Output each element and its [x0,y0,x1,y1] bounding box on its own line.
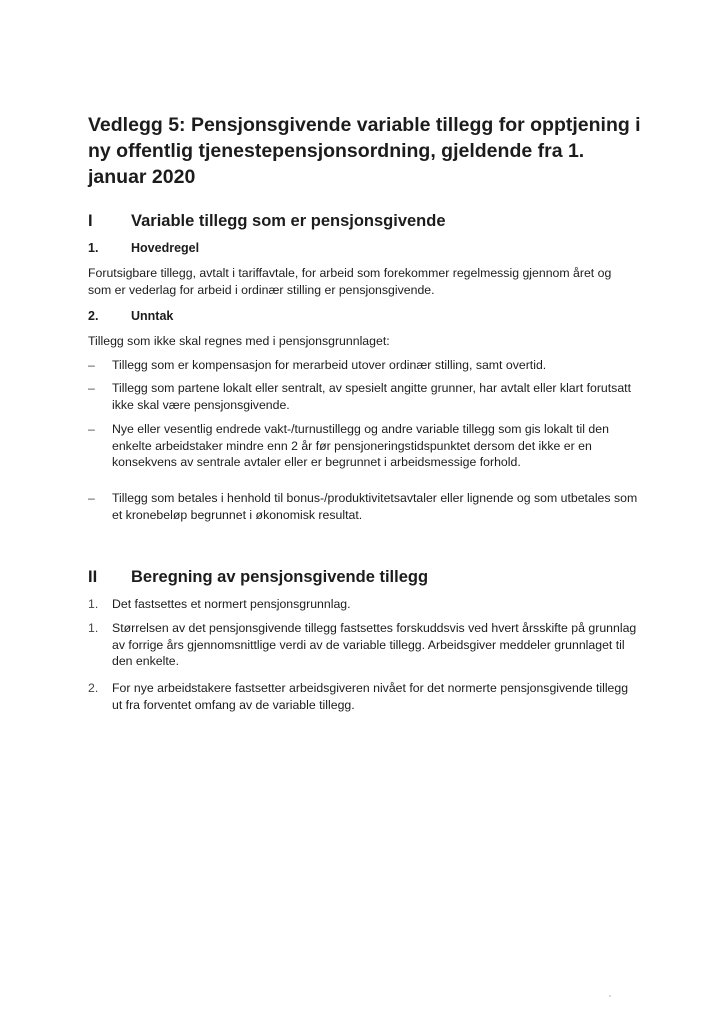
dash-marker: – [88,491,95,505]
list-item-text: Tillegg som betales i henhold til bonus-/produktivitetsavtaler eller lignende og som utbetales som et kronebeløp begrunnet i økonomisk resultat. [112,491,638,522]
subsection-hovedregel-title: Hovedregel [131,241,200,255]
dash-marker: – [88,422,95,436]
list-item [88,490,638,523]
unntak-intro: Tillegg som ikke skal regnes med i pensjonsgrunnlaget: [88,334,390,348]
list-item [88,421,638,471]
section-1-number: I [88,212,93,230]
list-item [88,680,638,713]
list-item-text: Det fastsettes et normert pensjonsgrunnlag. [112,597,351,611]
subsection-unntak-heading [88,309,173,323]
subsection-hovedregel-number: 1. [88,241,99,255]
subsection-unntak-title: Unntak [131,309,174,323]
subsection-hovedregel-heading [88,241,199,255]
list-item-text: Tillegg som er kompensasjon for merarbeid utover ordinær stilling, samt overtid. [112,358,547,372]
section-2-number: II [88,568,98,586]
list-item [88,596,638,613]
list-item [88,357,638,374]
section-1-heading [88,212,446,231]
list-item [88,620,638,670]
list-item-text: Størrelsen av det pensjonsgivende tillegg fastsettes forskuddsvis ved hvert årsskifte på grunnlag av forrige års gjennomsnittlige verdi av de variable tillegg. Arbeidsgiver meddeler grunnlaget til den enkelte. [112,621,637,668]
scan-speck [609,995,611,997]
list-item-text: Tillegg som partene lokalt eller sentralt, av spesielt angitte grunner, har avtalt eller klart forutsatt ikke skal være pensjonsgivende. [112,381,632,412]
list-item [88,380,638,413]
list-item-text: Nye eller vesentlig endrede vakt-/turnustillegg og andre variable tillegg som gis lokalt til den enkelte arbeidstaker mindre enn 2 år før pensjoneringstidspunktet dersom det ikke er en konsekvens av sentrale avtaler eller er begrunnet i arbeidsmessige forhold. [112,422,609,469]
document-title: Vedlegg 5: Pensjonsgivende variable tillegg for opptjening i ny offentlig tjenestepensjonsordning, gjeldende fra 1. januar 2020 [88,114,641,188]
dash-marker: – [88,358,95,372]
dash-marker: – [88,381,95,395]
subsection-unntak-number: 2. [88,309,99,323]
number-marker: 2. [88,681,99,695]
list-item-text: For nye arbeidstakere fastsetter arbeidsgiveren nivået for det normerte pensjonsgivende tillegg ut fra forventet omfang av de variable tillegg. [112,681,629,712]
section-2-heading [88,568,428,587]
section-1-title: Variable tillegg som er pensjonsgivende [131,212,446,230]
section-2-title: Beregning av pensjonsgivende tillegg [131,568,429,586]
number-marker: 1. [88,621,99,635]
number-marker: 1. [88,597,99,611]
hovedregel-paragraph: Forutsigbare tillegg, avtalt i tariffavtale, for arbeid som forekommer regelmessig gjennom året og som er vederlag for arbeid i ordinær stilling er pensjonsgivende. [88,266,612,297]
